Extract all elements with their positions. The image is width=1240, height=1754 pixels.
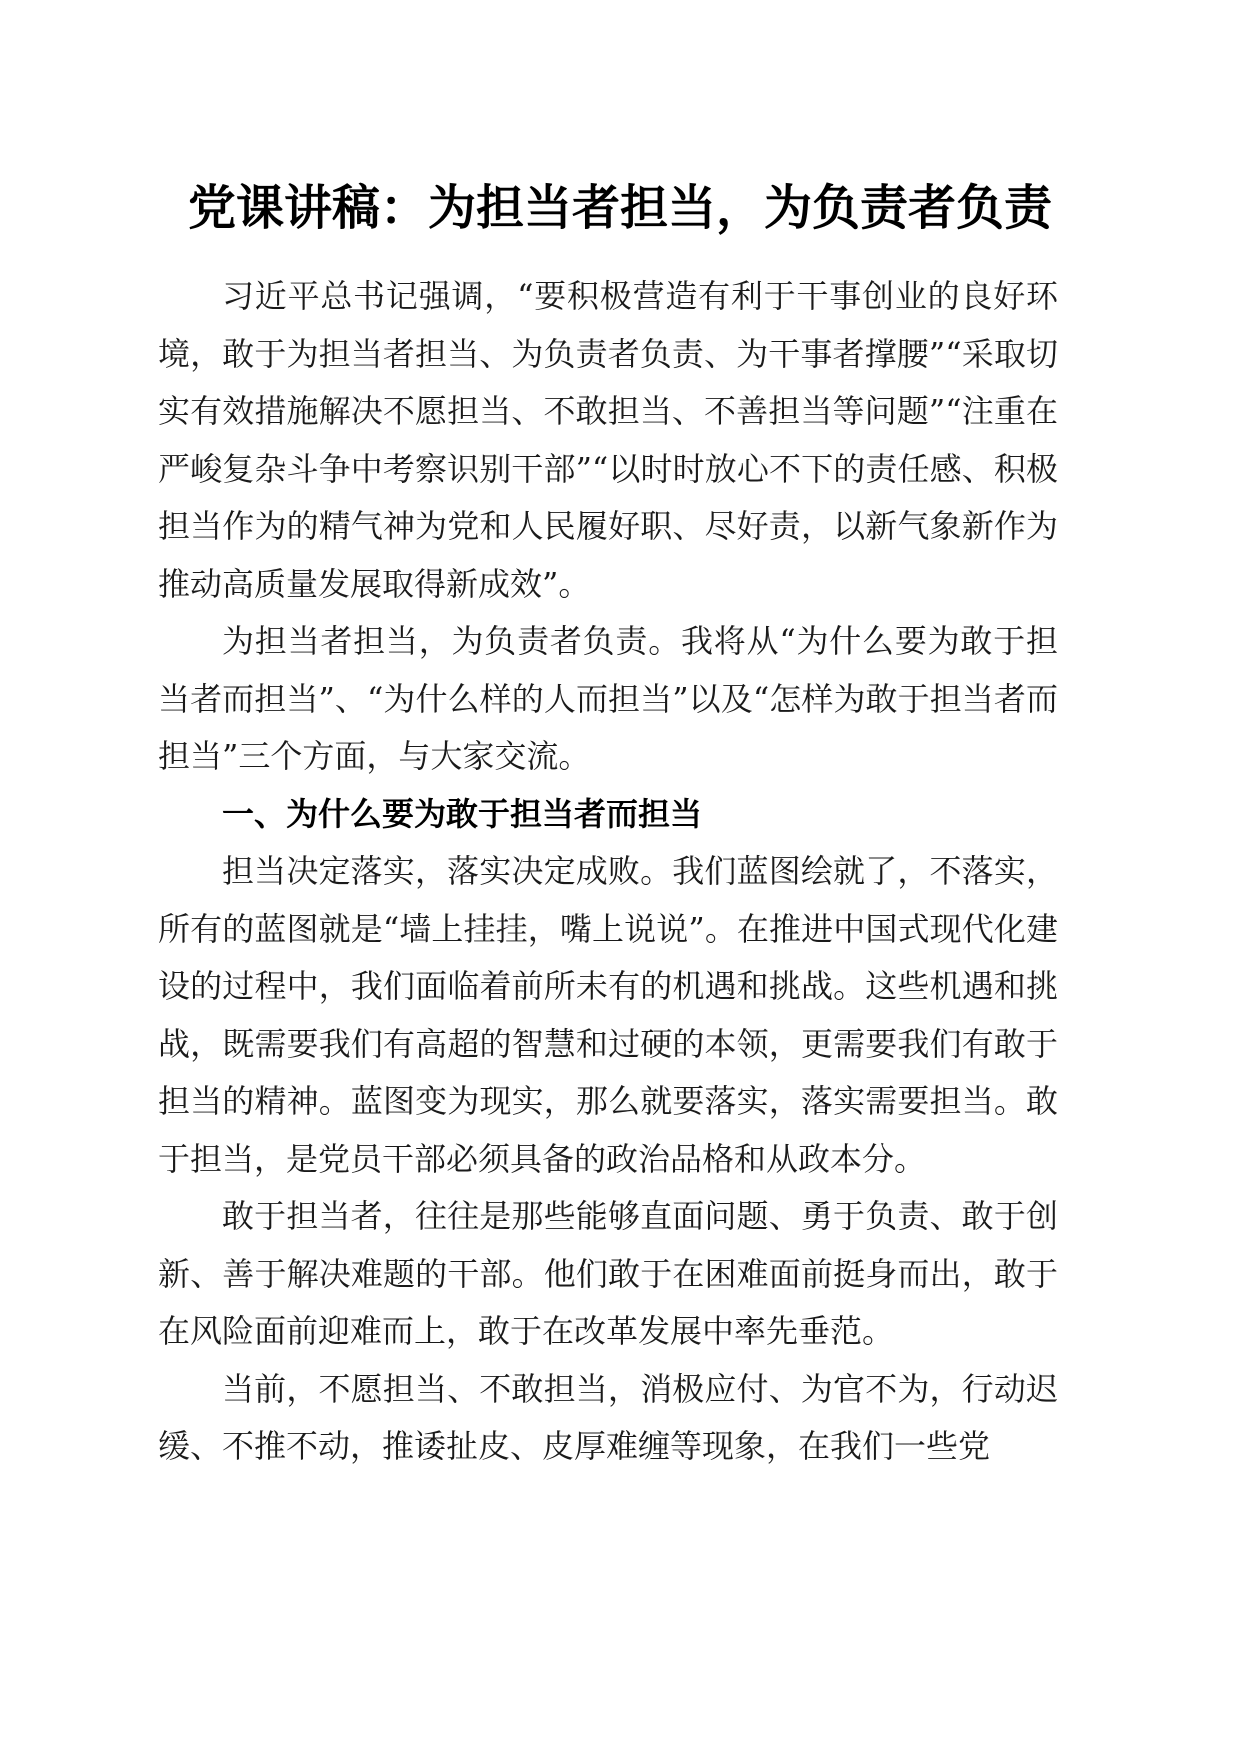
paragraph-outline: 为担当者担当，为负责者负责。我将从“为什么要为敢于担当者而担当”、“为什么样的人而担当”以及“怎样为敢于担当者而担当”三个方面，与大家交流。 — [158, 622, 1058, 775]
section-heading-1: 一、为什么要为敢于担当者而担当 — [222, 794, 703, 833]
paragraph-intro-quote: 习近平总书记强调，“要积极营造有利于干事创业的良好环境，敢于为担当者担当、为负责者负责、为干事者撑腰”“采取切实有效措施解决不愿担当、不敢担当、不善担当等问题”“注重在严峻复杂斗争中考察识别干部”“以时时放心不下的责任感、积极担当作为的精气神为党和人民履好职、尽好责，以新气象新作为推动高质量发展取得新成效”。 — [158, 277, 1058, 603]
document-title: 党课讲稿：为担当者担当，为负责者负责 — [187, 180, 1052, 236]
paragraph-current-issues: 当前，不愿担当、不敢担当，消极应付、为官不为，行动迟缓、不推不动，推诿扯皮、皮厚难缠等现象，在我们一些党 — [158, 1369, 1058, 1465]
paragraph-who-dares: 敢于担当者，往往是那些能够直面问题、勇于负责、敢于创新、善于解决难题的干部。他们敢于在困难面前挺身而出，敢于在风险面前迎难而上，敢于在改革发展中率先垂范。 — [158, 1197, 1058, 1350]
document-body — [158, 268, 1058, 1476]
paragraph-implementation: 担当决定落实，落实决定成败。我们蓝图绘就了，不落实，所有的蓝图就是“墙上挂挂，嘴上说说”。在推进中国式现代化建设的过程中，我们面临着前所未有的机遇和挑战。这些机遇和挑战，既需要我们有高超的智慧和过硬的本领，更需要我们有敢于担当的精神。蓝图变为现实，那么就要落实，落实需要担当。敢于担当，是党员干部必须具备的政治品格和从政本分。 — [158, 852, 1058, 1178]
